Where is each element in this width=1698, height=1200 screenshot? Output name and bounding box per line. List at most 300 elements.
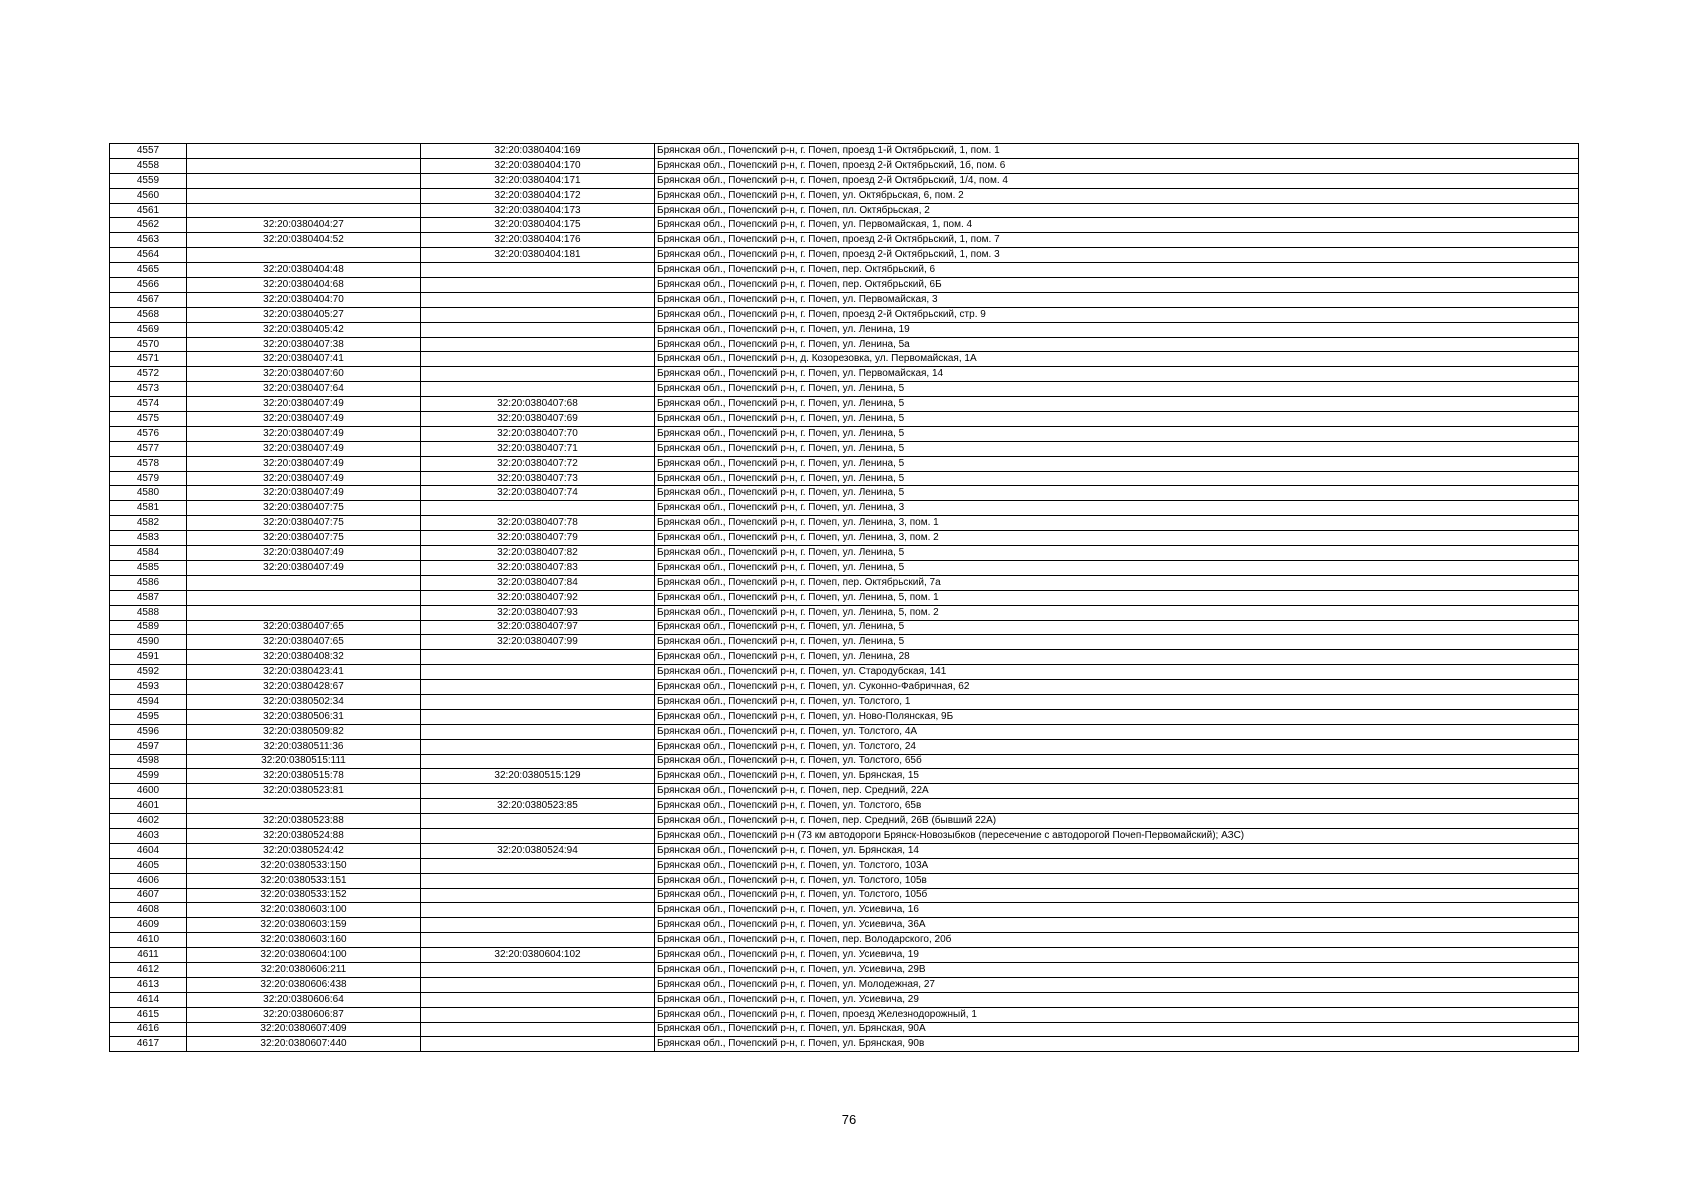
new-cadastral-number-cell: 32:20:0380407:99 (421, 635, 655, 650)
address-cell: Брянская обл., Почепский р-н, г. Почеп, ул. Ленина, 3 (655, 501, 1579, 516)
new-cadastral-number-cell (421, 724, 655, 739)
old-cadastral-number-cell: 32:20:0380407:75 (187, 531, 421, 546)
new-cadastral-number-cell: 32:20:0380524:94 (421, 843, 655, 858)
new-cadastral-number-cell: 32:20:0380404:170 (421, 158, 655, 173)
address-cell: Брянская обл., Почепский р-н, г. Почеп, проезд 2-й Октябрьский, 1б, пом. 6 (655, 158, 1579, 173)
row-number-cell: 4571 (110, 352, 187, 367)
new-cadastral-number-cell: 32:20:0380404:172 (421, 188, 655, 203)
row-number-cell: 4601 (110, 799, 187, 814)
row-number-cell: 4617 (110, 1037, 187, 1052)
new-cadastral-number-cell: 32:20:0380407:84 (421, 575, 655, 590)
old-cadastral-number-cell: 32:20:0380533:151 (187, 873, 421, 888)
old-cadastral-number-cell: 32:20:0380407:65 (187, 635, 421, 650)
address-cell: Брянская обл., Почепский р-н, г. Почеп, проезд 1-й Октябрьский, 1, пом. 1 (655, 144, 1579, 159)
table-row (110, 828, 1579, 843)
table-row (110, 144, 1579, 159)
row-number-cell: 4583 (110, 531, 187, 546)
row-number-cell: 4581 (110, 501, 187, 516)
row-number-cell: 4613 (110, 977, 187, 992)
new-cadastral-number-cell: 32:20:0380407:97 (421, 620, 655, 635)
new-cadastral-number-cell (421, 263, 655, 278)
old-cadastral-number-cell: 32:20:0380603:159 (187, 918, 421, 933)
address-cell: Брянская обл., Почепский р-н, г. Почеп, ул. Молодежная, 27 (655, 977, 1579, 992)
old-cadastral-number-cell: 32:20:0380502:34 (187, 694, 421, 709)
new-cadastral-number-cell (421, 933, 655, 948)
old-cadastral-number-cell (187, 590, 421, 605)
row-number-cell: 4609 (110, 918, 187, 933)
table-row (110, 486, 1579, 501)
address-cell: Брянская обл., Почепский р-н, г. Почеп, пер. Средний, 26В (бывший 22А) (655, 814, 1579, 829)
old-cadastral-number-cell: 32:20:0380533:152 (187, 888, 421, 903)
new-cadastral-number-cell (421, 1007, 655, 1022)
new-cadastral-number-cell (421, 352, 655, 367)
row-number-cell: 4603 (110, 828, 187, 843)
old-cadastral-number-cell: 32:20:0380407:49 (187, 471, 421, 486)
new-cadastral-number-cell (421, 1022, 655, 1037)
old-cadastral-number-cell (187, 799, 421, 814)
row-number-cell: 4566 (110, 278, 187, 293)
old-cadastral-number-cell: 32:20:0380509:82 (187, 724, 421, 739)
old-cadastral-number-cell: 32:20:0380511:36 (187, 739, 421, 754)
table-row (110, 590, 1579, 605)
table-row (110, 962, 1579, 977)
old-cadastral-number-cell: 32:20:0380407:49 (187, 441, 421, 456)
new-cadastral-number-cell (421, 292, 655, 307)
row-number-cell: 4590 (110, 635, 187, 650)
row-number-cell: 4592 (110, 665, 187, 680)
new-cadastral-number-cell: 32:20:0380404:171 (421, 173, 655, 188)
old-cadastral-number-cell: 32:20:0380506:31 (187, 709, 421, 724)
table-row (110, 203, 1579, 218)
table-row (110, 977, 1579, 992)
address-cell: Брянская обл., Почепский р-н, г. Почеп, ул. Толстого, 65б (655, 754, 1579, 769)
table-row (110, 575, 1579, 590)
row-number-cell: 4589 (110, 620, 187, 635)
table-row (110, 367, 1579, 382)
table-row (110, 546, 1579, 561)
new-cadastral-number-cell (421, 858, 655, 873)
new-cadastral-number-cell: 32:20:0380523:85 (421, 799, 655, 814)
new-cadastral-number-cell: 32:20:0380404:169 (421, 144, 655, 159)
new-cadastral-number-cell (421, 694, 655, 709)
address-cell: Брянская обл., Почепский р-н, г. Почеп, ул. Первомайская, 3 (655, 292, 1579, 307)
new-cadastral-number-cell: 32:20:0380407:74 (421, 486, 655, 501)
row-number-cell: 4612 (110, 962, 187, 977)
address-cell: Брянская обл., Почепский р-н, г. Почеп, ул. Ленина, 5 (655, 426, 1579, 441)
new-cadastral-number-cell: 32:20:0380407:69 (421, 412, 655, 427)
new-cadastral-number-cell (421, 814, 655, 829)
table-row (110, 352, 1579, 367)
row-number-cell: 4591 (110, 650, 187, 665)
row-number-cell: 4564 (110, 248, 187, 263)
new-cadastral-number-cell (421, 307, 655, 322)
new-cadastral-number-cell (421, 501, 655, 516)
address-cell: Брянская обл., Почепский р-н, г. Почеп, ул. Ленина, 5 (655, 456, 1579, 471)
old-cadastral-number-cell: 32:20:0380515:111 (187, 754, 421, 769)
old-cadastral-number-cell: 32:20:0380603:100 (187, 903, 421, 918)
address-cell: Брянская обл., Почепский р-н, г. Почеп, ул. Ленина, 5 (655, 560, 1579, 575)
row-number-cell: 4579 (110, 471, 187, 486)
row-number-cell: 4597 (110, 739, 187, 754)
address-cell: Брянская обл., Почепский р-н, г. Почеп, ул. Октябрьская, 6, пом. 2 (655, 188, 1579, 203)
old-cadastral-number-cell: 32:20:0380407:64 (187, 382, 421, 397)
address-cell: Брянская обл., Почепский р-н, г. Почеп, ул. Толстого, 4А (655, 724, 1579, 739)
row-number-cell: 4582 (110, 516, 187, 531)
old-cadastral-number-cell: 32:20:0380523:88 (187, 814, 421, 829)
table-row (110, 799, 1579, 814)
old-cadastral-number-cell (187, 605, 421, 620)
new-cadastral-number-cell (421, 1037, 655, 1052)
old-cadastral-number-cell (187, 575, 421, 590)
table-row (110, 1007, 1579, 1022)
row-number-cell: 4599 (110, 769, 187, 784)
table-row (110, 665, 1579, 680)
address-cell: Брянская обл., Почепский р-н, г. Почеп, ул. Брянская, 14 (655, 843, 1579, 858)
row-number-cell: 4560 (110, 188, 187, 203)
old-cadastral-number-cell: 32:20:0380408:32 (187, 650, 421, 665)
table-row (110, 173, 1579, 188)
new-cadastral-number-cell (421, 322, 655, 337)
new-cadastral-number-cell: 32:20:0380407:68 (421, 397, 655, 412)
row-number-cell: 4574 (110, 397, 187, 412)
table-row (110, 188, 1579, 203)
row-number-cell: 4604 (110, 843, 187, 858)
table-row (110, 382, 1579, 397)
new-cadastral-number-cell: 32:20:0380404:181 (421, 248, 655, 263)
row-number-cell: 4569 (110, 322, 187, 337)
address-cell: Брянская обл., Почепский р-н, г. Почеп, проезд 2-й Октябрьский, 1/4, пом. 4 (655, 173, 1579, 188)
table-row (110, 858, 1579, 873)
address-cell: Брянская обл., Почепский р-н, г. Почеп, ул. Брянская, 15 (655, 769, 1579, 784)
table-row (110, 948, 1579, 963)
new-cadastral-number-cell (421, 992, 655, 1007)
row-number-cell: 4558 (110, 158, 187, 173)
address-cell: Брянская обл., Почепский р-н, д. Козорезовка, ул. Первомайская, 1А (655, 352, 1579, 367)
row-number-cell: 4614 (110, 992, 187, 1007)
table-row (110, 1022, 1579, 1037)
address-cell: Брянская обл., Почепский р-н, г. Почеп, ул. Ленина, 5, пом. 1 (655, 590, 1579, 605)
table-row (110, 233, 1579, 248)
address-cell: Брянская обл., Почепский р-н, г. Почеп, пер. Октябрьский, 6 (655, 263, 1579, 278)
address-cell: Брянская обл., Почепский р-н, г. Почеп, ул. Толстого, 105б (655, 888, 1579, 903)
table-row (110, 248, 1579, 263)
new-cadastral-number-cell (421, 337, 655, 352)
row-number-cell: 4578 (110, 456, 187, 471)
new-cadastral-number-cell (421, 754, 655, 769)
table-row (110, 933, 1579, 948)
old-cadastral-number-cell: 32:20:0380515:78 (187, 769, 421, 784)
new-cadastral-number-cell (421, 828, 655, 843)
new-cadastral-number-cell (421, 650, 655, 665)
table-row (110, 441, 1579, 456)
old-cadastral-number-cell (187, 188, 421, 203)
address-cell: Брянская обл., Почепский р-н, г. Почеп, ул. Первомайская, 14 (655, 367, 1579, 382)
table-row (110, 680, 1579, 695)
table-row (110, 888, 1579, 903)
row-number-cell: 4585 (110, 560, 187, 575)
old-cadastral-number-cell: 32:20:0380604:100 (187, 948, 421, 963)
new-cadastral-number-cell: 32:20:0380404:173 (421, 203, 655, 218)
table-body (110, 144, 1579, 1052)
row-number-cell: 4586 (110, 575, 187, 590)
row-number-cell: 4611 (110, 948, 187, 963)
address-cell: Брянская обл., Почепский р-н, г. Почеп, ул. Ленина, 5 (655, 620, 1579, 635)
table-row (110, 739, 1579, 754)
old-cadastral-number-cell: 32:20:0380524:42 (187, 843, 421, 858)
address-cell: Брянская обл., Почепский р-н, г. Почеп, ул. Ленина, 5а (655, 337, 1579, 352)
new-cadastral-number-cell (421, 278, 655, 293)
old-cadastral-number-cell (187, 248, 421, 263)
old-cadastral-number-cell: 32:20:0380606:438 (187, 977, 421, 992)
address-cell: Брянская обл., Почепский р-н, г. Почеп, ул. Ленина, 5 (655, 441, 1579, 456)
cadastral-table (109, 143, 1579, 1052)
row-number-cell: 4557 (110, 144, 187, 159)
old-cadastral-number-cell: 32:20:0380404:48 (187, 263, 421, 278)
table-row (110, 843, 1579, 858)
table-row (110, 322, 1579, 337)
new-cadastral-number-cell: 32:20:0380404:176 (421, 233, 655, 248)
old-cadastral-number-cell: 32:20:0380407:75 (187, 501, 421, 516)
old-cadastral-number-cell: 32:20:0380606:211 (187, 962, 421, 977)
table-row (110, 814, 1579, 829)
address-cell: Брянская обл., Почепский р-н, г. Почеп, пл. Октябрьская, 2 (655, 203, 1579, 218)
row-number-cell: 4588 (110, 605, 187, 620)
address-cell: Брянская обл., Почепский р-н, г. Почеп, ул. Ленина, 5 (655, 397, 1579, 412)
old-cadastral-number-cell: 32:20:0380407:75 (187, 516, 421, 531)
table-row (110, 620, 1579, 635)
address-cell: Брянская обл., Почепский р-н, г. Почеп, ул. Ленина, 5, пом. 2 (655, 605, 1579, 620)
row-number-cell: 4567 (110, 292, 187, 307)
table-row (110, 724, 1579, 739)
row-number-cell: 4559 (110, 173, 187, 188)
old-cadastral-number-cell: 32:20:0380405:42 (187, 322, 421, 337)
address-cell: Брянская обл., Почепский р-н, г. Почеп, проезд 2-й Октябрьский, 1, пом. 7 (655, 233, 1579, 248)
old-cadastral-number-cell: 32:20:0380607:409 (187, 1022, 421, 1037)
old-cadastral-number-cell: 32:20:0380404:52 (187, 233, 421, 248)
address-cell: Брянская обл., Почепский р-н, г. Почеп, ул. Брянская, 90в (655, 1037, 1579, 1052)
new-cadastral-number-cell: 32:20:0380404:175 (421, 218, 655, 233)
address-cell: Брянская обл., Почепский р-н, г. Почеп, ул. Ленина, 28 (655, 650, 1579, 665)
table-row (110, 605, 1579, 620)
table-row (110, 769, 1579, 784)
address-cell: Брянская обл., Почепский р-н, г. Почеп, ул. Ленина, 3, пом. 1 (655, 516, 1579, 531)
row-number-cell: 4568 (110, 307, 187, 322)
table-row (110, 426, 1579, 441)
old-cadastral-number-cell: 32:20:0380407:49 (187, 456, 421, 471)
row-number-cell: 4610 (110, 933, 187, 948)
address-cell: Брянская обл., Почепский р-н, г. Почеп, ул. Ленина, 5 (655, 486, 1579, 501)
table-row (110, 516, 1579, 531)
table-row (110, 456, 1579, 471)
row-number-cell: 4584 (110, 546, 187, 561)
row-number-cell: 4562 (110, 218, 187, 233)
table-row (110, 784, 1579, 799)
new-cadastral-number-cell (421, 962, 655, 977)
new-cadastral-number-cell (421, 888, 655, 903)
address-cell: Брянская обл., Почепский р-н, г. Почеп, пер. Средний, 22А (655, 784, 1579, 799)
new-cadastral-number-cell: 32:20:0380407:71 (421, 441, 655, 456)
row-number-cell: 4563 (110, 233, 187, 248)
new-cadastral-number-cell: 32:20:0380407:79 (421, 531, 655, 546)
old-cadastral-number-cell: 32:20:0380407:49 (187, 486, 421, 501)
table-row (110, 412, 1579, 427)
old-cadastral-number-cell: 32:20:0380523:81 (187, 784, 421, 799)
table-row (110, 992, 1579, 1007)
old-cadastral-number-cell: 32:20:0380404:70 (187, 292, 421, 307)
old-cadastral-number-cell: 32:20:0380404:68 (187, 278, 421, 293)
new-cadastral-number-cell (421, 680, 655, 695)
old-cadastral-number-cell: 32:20:0380428:67 (187, 680, 421, 695)
old-cadastral-number-cell: 32:20:0380423:41 (187, 665, 421, 680)
row-number-cell: 4594 (110, 694, 187, 709)
address-cell: Брянская обл., Почепский р-н, г. Почеп, ул. Ленина, 5 (655, 412, 1579, 427)
address-cell: Брянская обл., Почепский р-н, г. Почеп, ул. Первомайская, 1, пом. 4 (655, 218, 1579, 233)
row-number-cell: 4572 (110, 367, 187, 382)
table-row (110, 337, 1579, 352)
new-cadastral-number-cell (421, 709, 655, 724)
row-number-cell: 4605 (110, 858, 187, 873)
address-cell: Брянская обл., Почепский р-н, г. Почеп, пер. Володарского, 20б (655, 933, 1579, 948)
address-cell: Брянская обл., Почепский р-н, г. Почеп, ул. Усиевича, 36А (655, 918, 1579, 933)
table-row (110, 754, 1579, 769)
address-cell: Брянская обл., Почепский р-н, г. Почеп, ул. Усиевича, 29 (655, 992, 1579, 1007)
new-cadastral-number-cell (421, 784, 655, 799)
row-number-cell: 4608 (110, 903, 187, 918)
page-number: 76 (841, 1112, 857, 1127)
row-number-cell: 4600 (110, 784, 187, 799)
table-row (110, 218, 1579, 233)
table-row (110, 918, 1579, 933)
row-number-cell: 4596 (110, 724, 187, 739)
old-cadastral-number-cell: 32:20:0380533:150 (187, 858, 421, 873)
new-cadastral-number-cell: 32:20:0380407:92 (421, 590, 655, 605)
address-cell: Брянская обл., Почепский р-н, г. Почеп, ул. Ленина, 5 (655, 546, 1579, 561)
address-cell: Брянская обл., Почепский р-н, г. Почеп, ул. Стародубская, 141 (655, 665, 1579, 680)
row-number-cell: 4561 (110, 203, 187, 218)
table-row (110, 471, 1579, 486)
row-number-cell: 4580 (110, 486, 187, 501)
new-cadastral-number-cell: 32:20:0380407:82 (421, 546, 655, 561)
row-number-cell: 4595 (110, 709, 187, 724)
old-cadastral-number-cell: 32:20:0380404:27 (187, 218, 421, 233)
address-cell: Брянская обл., Почепский р-н, г. Почеп, пер. Октябрьский, 6Б (655, 278, 1579, 293)
new-cadastral-number-cell (421, 739, 655, 754)
row-number-cell: 4577 (110, 441, 187, 456)
address-cell: Брянская обл., Почепский р-н, г. Почеп, ул. Ленина, 5 (655, 471, 1579, 486)
old-cadastral-number-cell (187, 158, 421, 173)
table-row (110, 650, 1579, 665)
old-cadastral-number-cell: 32:20:0380606:87 (187, 1007, 421, 1022)
old-cadastral-number-cell: 32:20:0380407:41 (187, 352, 421, 367)
address-cell: Брянская обл., Почепский р-н, г. Почеп, ул. Ново-Полянская, 9Б (655, 709, 1579, 724)
old-cadastral-number-cell: 32:20:0380407:38 (187, 337, 421, 352)
new-cadastral-number-cell (421, 977, 655, 992)
old-cadastral-number-cell: 32:20:0380407:49 (187, 426, 421, 441)
table-row (110, 873, 1579, 888)
new-cadastral-number-cell (421, 665, 655, 680)
row-number-cell: 4575 (110, 412, 187, 427)
new-cadastral-number-cell: 32:20:0380407:93 (421, 605, 655, 620)
row-number-cell: 4615 (110, 1007, 187, 1022)
table-row (110, 531, 1579, 546)
old-cadastral-number-cell: 32:20:0380407:65 (187, 620, 421, 635)
address-cell: Брянская обл., Почепский р-н, г. Почеп, ул. Толстого, 1 (655, 694, 1579, 709)
new-cadastral-number-cell: 32:20:0380515:129 (421, 769, 655, 784)
row-number-cell: 4573 (110, 382, 187, 397)
address-cell: Брянская обл., Почепский р-н, г. Почеп, ул. Ленина, 5 (655, 635, 1579, 650)
old-cadastral-number-cell: 32:20:0380603:160 (187, 933, 421, 948)
new-cadastral-number-cell: 32:20:0380407:78 (421, 516, 655, 531)
old-cadastral-number-cell: 32:20:0380407:60 (187, 367, 421, 382)
table-row (110, 694, 1579, 709)
table-row (110, 278, 1579, 293)
row-number-cell: 4565 (110, 263, 187, 278)
table-row (110, 1037, 1579, 1052)
table-row (110, 397, 1579, 412)
address-cell: Брянская обл., Почепский р-н, г. Почеп, пер. Октябрьский, 7а (655, 575, 1579, 590)
table-row (110, 292, 1579, 307)
new-cadastral-number-cell: 32:20:0380407:83 (421, 560, 655, 575)
address-cell: Брянская обл., Почепский р-н, г. Почеп, проезд Железнодорожный, 1 (655, 1007, 1579, 1022)
old-cadastral-number-cell: 32:20:0380407:49 (187, 397, 421, 412)
old-cadastral-number-cell: 32:20:0380407:49 (187, 546, 421, 561)
row-number-cell: 4593 (110, 680, 187, 695)
table-row (110, 307, 1579, 322)
row-number-cell: 4598 (110, 754, 187, 769)
new-cadastral-number-cell (421, 367, 655, 382)
address-cell: Брянская обл., Почепский р-н, г. Почеп, ул. Брянская, 90А (655, 1022, 1579, 1037)
address-cell: Брянская обл., Почепский р-н, г. Почеп, ул. Толстого, 24 (655, 739, 1579, 754)
row-number-cell: 4570 (110, 337, 187, 352)
old-cadastral-number-cell (187, 144, 421, 159)
address-cell: Брянская обл., Почепский р-н, г. Почеп, ул. Усиевича, 29В (655, 962, 1579, 977)
address-cell: Брянская обл., Почепский р-н, г. Почеп, ул. Ленина, 3, пом. 2 (655, 531, 1579, 546)
new-cadastral-number-cell: 32:20:0380407:72 (421, 456, 655, 471)
old-cadastral-number-cell: 32:20:0380524:88 (187, 828, 421, 843)
address-cell: Брянская обл., Почепский р-н, г. Почеп, ул. Ленина, 5 (655, 382, 1579, 397)
new-cadastral-number-cell (421, 918, 655, 933)
old-cadastral-number-cell: 32:20:0380607:440 (187, 1037, 421, 1052)
row-number-cell: 4607 (110, 888, 187, 903)
address-cell: Брянская обл., Почепский р-н, г. Почеп, ул. Усиевича, 16 (655, 903, 1579, 918)
address-cell: Брянская обл., Почепский р-н, г. Почеп, ул. Ленина, 19 (655, 322, 1579, 337)
new-cadastral-number-cell (421, 382, 655, 397)
new-cadastral-number-cell (421, 903, 655, 918)
row-number-cell: 4576 (110, 426, 187, 441)
table-row (110, 709, 1579, 724)
old-cadastral-number-cell (187, 203, 421, 218)
address-cell: Брянская обл., Почепский р-н, г. Почеп, ул. Суконно-Фабричная, 62 (655, 680, 1579, 695)
address-cell: Брянская обл., Почепский р-н, г. Почеп, проезд 2-й Октябрьский, стр. 9 (655, 307, 1579, 322)
row-number-cell: 4602 (110, 814, 187, 829)
old-cadastral-number-cell (187, 173, 421, 188)
old-cadastral-number-cell: 32:20:0380407:49 (187, 560, 421, 575)
table-row (110, 903, 1579, 918)
table-row (110, 560, 1579, 575)
table-row (110, 635, 1579, 650)
table-row (110, 263, 1579, 278)
address-cell: Брянская обл., Почепский р-н, г. Почеп, ул. Толстого, 105в (655, 873, 1579, 888)
address-cell: Брянская обл., Почепский р-н, г. Почеп, ул. Толстого, 103А (655, 858, 1579, 873)
address-cell: Брянская обл., Почепский р-н, г. Почеп, ул. Толстого, 65в (655, 799, 1579, 814)
row-number-cell: 4606 (110, 873, 187, 888)
new-cadastral-number-cell (421, 873, 655, 888)
new-cadastral-number-cell: 32:20:0380604:102 (421, 948, 655, 963)
row-number-cell: 4587 (110, 590, 187, 605)
table-row (110, 158, 1579, 173)
new-cadastral-number-cell: 32:20:0380407:73 (421, 471, 655, 486)
table-row (110, 501, 1579, 516)
